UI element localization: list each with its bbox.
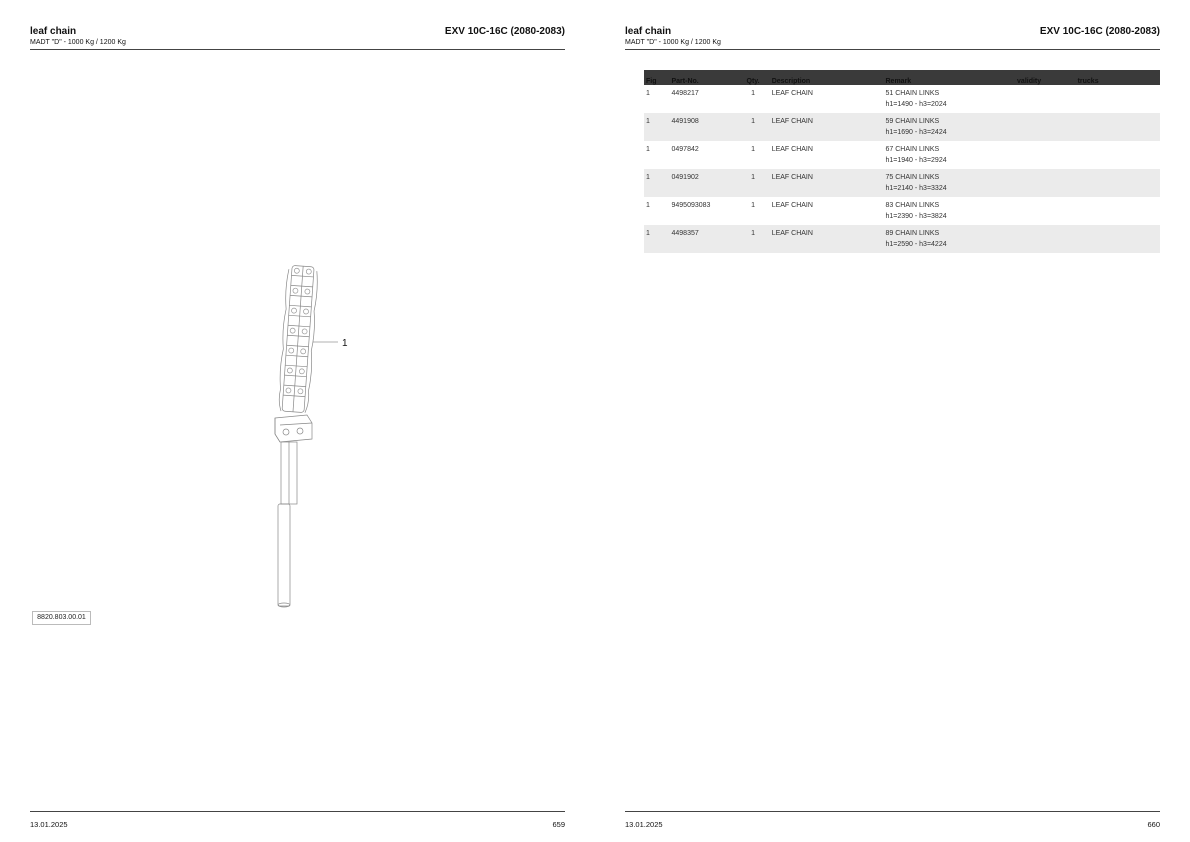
- remark-line-1: 89 CHAIN LINKS: [885, 230, 940, 237]
- cell-remark: [884, 225, 1016, 253]
- table-row: [644, 169, 1160, 197]
- cell-part-no: 4498217: [671, 90, 699, 97]
- cell-validity: [1015, 197, 1076, 225]
- col-header-description: Description: [771, 78, 811, 85]
- footer-divider: [625, 811, 1160, 812]
- table-row: [644, 113, 1160, 141]
- cell-remark: [884, 113, 1016, 141]
- page-number: 660: [1147, 820, 1160, 829]
- footer-date: 13.01.2025: [30, 820, 68, 829]
- page-subtitle: MADT "D" - 1000 Kg / 1200 Kg: [30, 39, 126, 46]
- remark-line-1: 59 CHAIN LINKS: [885, 118, 940, 125]
- cell-fig: 1: [646, 230, 650, 237]
- cell-fig: 1: [646, 90, 650, 97]
- remark-line-1: 51 CHAIN LINKS: [885, 90, 940, 97]
- cell-part-no: 0497842: [671, 146, 699, 153]
- remark-line-1: 75 CHAIN LINKS: [885, 174, 940, 181]
- cell-validity: [1015, 225, 1076, 253]
- cell-trucks: [1076, 197, 1160, 225]
- cell-qty: 1: [751, 146, 755, 153]
- cell-qty: 1: [751, 118, 755, 125]
- remark-line-2: h1=1690 - h3=2424: [885, 129, 947, 136]
- cell-remark: [884, 141, 1016, 169]
- remark-line-2: h1=2140 - h3=3324: [885, 185, 947, 192]
- parts-table: [644, 70, 1160, 253]
- cell-description: LEAF CHAIN: [771, 202, 813, 209]
- remark-line-2: h1=1940 - h3=2924: [885, 157, 947, 164]
- cell-trucks: [1076, 85, 1160, 113]
- cell-part-no: 9495093083: [671, 202, 711, 209]
- col-header-trucks: trucks: [1077, 78, 1099, 85]
- cell-remark: [884, 169, 1016, 197]
- cell-fig: 1: [646, 202, 650, 209]
- footer-divider: [30, 811, 565, 812]
- cell-trucks: [1076, 113, 1160, 141]
- cell-fig: 1: [646, 174, 650, 181]
- cell-qty: 1: [751, 174, 755, 181]
- cell-trucks: [1076, 169, 1160, 197]
- cell-remark: [884, 85, 1016, 113]
- cell-part-no: 4498357: [671, 230, 699, 237]
- header-divider: [625, 49, 1160, 50]
- remark-line-2: h1=1490 - h3=2024: [885, 101, 947, 108]
- cell-validity: [1015, 85, 1076, 113]
- diagram-reference: 8820.803.00.01: [32, 611, 91, 625]
- col-header-fig: Fig: [646, 78, 657, 85]
- cell-description: LEAF CHAIN: [771, 90, 813, 97]
- cell-remark: [884, 197, 1016, 225]
- cell-part-no: 0491902: [671, 174, 699, 181]
- cell-description: LEAF CHAIN: [771, 146, 813, 153]
- table-row: [644, 197, 1160, 225]
- cell-trucks: [1076, 225, 1160, 253]
- cell-validity: [1015, 169, 1076, 197]
- cell-description: LEAF CHAIN: [771, 174, 813, 181]
- model-title: EXV 10C-16C (2080-2083): [1039, 26, 1160, 37]
- page-number: 659: [552, 820, 565, 829]
- cell-qty: 1: [751, 202, 755, 209]
- remark-line-2: h1=2590 - h3=4224: [885, 241, 947, 248]
- cell-qty: 1: [751, 90, 755, 97]
- cell-part-no: 4491908: [671, 118, 699, 125]
- cell-fig: 1: [646, 118, 650, 125]
- page-title: leaf chain: [30, 26, 77, 37]
- col-header-qty: Qty.: [746, 78, 760, 85]
- table-row: [644, 141, 1160, 169]
- table-header-row: [644, 70, 1160, 85]
- cell-trucks: [1076, 141, 1160, 169]
- cell-qty: 1: [751, 230, 755, 237]
- cell-description: LEAF CHAIN: [771, 230, 813, 237]
- cell-description: LEAF CHAIN: [771, 118, 813, 125]
- remark-line-1: 83 CHAIN LINKS: [885, 202, 940, 209]
- cell-validity: [1015, 141, 1076, 169]
- cell-validity: [1015, 113, 1076, 141]
- right-page: [595, 0, 1190, 842]
- col-header-validity: validity: [1017, 78, 1042, 85]
- callout-label: 1: [342, 338, 348, 349]
- remark-line-1: 67 CHAIN LINKS: [885, 146, 940, 153]
- table-row: [644, 225, 1160, 253]
- remark-line-2: h1=2390 - h3=3824: [885, 213, 947, 220]
- table-row: [644, 85, 1160, 113]
- col-header-part-no: Part-No.: [671, 78, 699, 85]
- col-header-remark: Remark: [885, 78, 912, 85]
- page-subtitle: MADT "D" - 1000 Kg / 1200 Kg: [625, 39, 721, 46]
- model-title: EXV 10C-16C (2080-2083): [444, 26, 565, 37]
- footer-date: 13.01.2025: [625, 820, 663, 829]
- cell-fig: 1: [646, 146, 650, 153]
- page-title: leaf chain: [625, 26, 672, 37]
